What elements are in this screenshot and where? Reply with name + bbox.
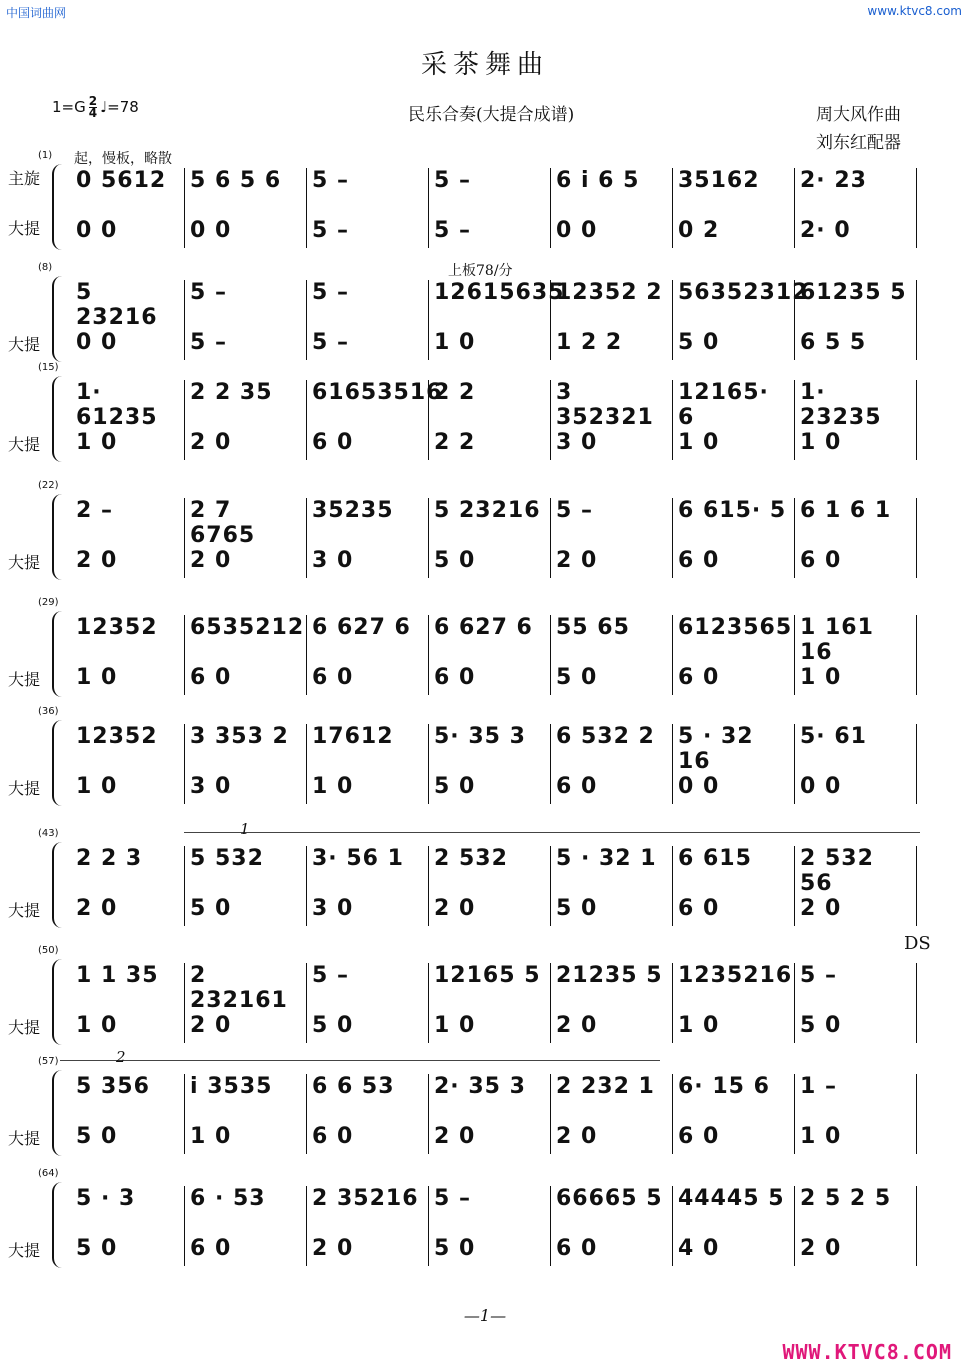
upper-measure: 12352 [76, 615, 158, 640]
upper-measure: i 3535 [190, 1074, 273, 1099]
upper-measure: 2 5 2 5 [800, 1186, 892, 1211]
barline [306, 615, 307, 695]
barline [428, 724, 429, 804]
barline [672, 1074, 673, 1154]
barline [916, 963, 917, 1043]
barline [916, 1186, 917, 1266]
system-brace [52, 611, 64, 697]
time-signature [89, 96, 97, 119]
system-brace [52, 164, 64, 250]
upper-measure: 2 2 [434, 380, 476, 405]
score-system [0, 262, 970, 372]
score-title: 采茶舞曲 [420, 50, 549, 80]
score-subtitle: 民乐合奏(大提合成谱) [408, 105, 575, 125]
lower-measure: 6 0 [556, 774, 598, 799]
lower-measure: 1 0 [76, 774, 118, 799]
lower-measure: 2 0 [556, 548, 598, 573]
barline [672, 963, 673, 1043]
barline [550, 498, 551, 578]
upper-measure: 6 615 [678, 846, 752, 871]
lower-measure: 2 2 [434, 430, 476, 455]
barline [306, 168, 307, 248]
upper-measure: 6 1 6 1 [800, 498, 892, 523]
key-label: 1=G [52, 98, 86, 116]
barline [550, 1074, 551, 1154]
barline [306, 846, 307, 926]
upper-measure: 2 35216 [312, 1186, 419, 1211]
lower-part-label: 大提 [8, 779, 41, 798]
lower-part-label: 大提 [8, 435, 41, 454]
lower-measure: 1 0 [800, 430, 842, 455]
barline [794, 1074, 795, 1154]
tempo-annotation: 上板78/分 [448, 263, 513, 279]
watermark-right[interactable]: www.ktvc8.com [867, 4, 962, 18]
barline [550, 1186, 551, 1266]
barline [306, 280, 307, 360]
barline [916, 498, 917, 578]
lower-measure: 4 0 [678, 1236, 720, 1261]
volta-number: 1 [240, 820, 250, 838]
upper-measure: 2 2 35 [190, 380, 273, 405]
score-system [0, 480, 970, 590]
score-system [0, 1048, 970, 1166]
lower-measure: 2 0 [556, 1013, 598, 1038]
lower-measure: 0 0 [190, 218, 232, 243]
barline [428, 963, 429, 1043]
lower-measure: 1 0 [76, 665, 118, 690]
lower-measure: 3 0 [190, 774, 232, 799]
upper-measure: 5 – [434, 1186, 471, 1211]
lower-measure: 0 0 [556, 218, 598, 243]
barline [550, 724, 551, 804]
barline [428, 1186, 429, 1266]
upper-part-label: 主旋 [8, 169, 41, 188]
barline [794, 615, 795, 695]
barline [428, 846, 429, 926]
lower-part-label: 大提 [8, 219, 41, 238]
lower-measure: 5 – [312, 330, 349, 355]
barline [794, 724, 795, 804]
barline [184, 724, 185, 804]
lower-measure: 5 – [312, 218, 349, 243]
upper-measure: 5 – [312, 168, 349, 193]
barline [672, 846, 673, 926]
score-system [0, 820, 970, 938]
barline [184, 280, 185, 360]
barline [794, 846, 795, 926]
upper-measure: 12165 5 [434, 963, 541, 988]
volta-number: 2 [116, 1048, 126, 1066]
barline [672, 380, 673, 460]
lower-measure: 5 0 [556, 665, 598, 690]
lower-measure: 5 – [434, 218, 471, 243]
lower-measure: 2 0 [190, 430, 232, 455]
system-brace [52, 276, 64, 362]
lower-measure: 6 0 [678, 896, 720, 921]
upper-measure: 6123565 [678, 615, 793, 640]
lower-measure: 1 0 [76, 1013, 118, 1038]
upper-measure: 12352 2 [556, 280, 663, 305]
barline [916, 724, 917, 804]
measure-number: (64) [38, 1168, 59, 1179]
barline [916, 1074, 917, 1154]
barline [672, 615, 673, 695]
upper-measure: 5 · 3 [76, 1186, 136, 1211]
upper-measure: 6 627 6 [434, 615, 533, 640]
time-top: 2 [88, 94, 98, 108]
barline [672, 168, 673, 248]
lower-measure: 6 0 [678, 1124, 720, 1149]
lower-measure: 2 0 [434, 896, 476, 921]
upper-measure: 5· 61 [800, 724, 867, 749]
upper-measure: 1 1 35 [76, 963, 159, 988]
score-system [0, 597, 970, 707]
score-system [0, 933, 970, 1055]
lower-measure: 5 0 [312, 1013, 354, 1038]
upper-measure: 6 · 53 [190, 1186, 266, 1211]
upper-measure: 2 232161 [190, 963, 288, 1013]
barline [550, 615, 551, 695]
lower-measure: 2 0 [76, 896, 118, 921]
upper-measure: 3 353 2 [190, 724, 289, 749]
barline [184, 498, 185, 578]
lower-measure: 1 0 [434, 330, 476, 355]
barline [428, 615, 429, 695]
upper-measure: 6 i 6 5 [556, 168, 640, 193]
upper-measure: 55 65 [556, 615, 630, 640]
upper-measure: 6535212 [190, 615, 305, 640]
system-brace [52, 494, 64, 580]
barline [306, 724, 307, 804]
barline [184, 846, 185, 926]
barline [184, 1074, 185, 1154]
upper-measure: 5 532 [190, 846, 264, 871]
upper-measure: 6 615· 5 [678, 498, 787, 523]
upper-measure: 2· 23 [800, 168, 867, 193]
score-system [0, 150, 970, 260]
barline [794, 498, 795, 578]
upper-measure: 12615635 [434, 280, 565, 305]
upper-measure: 5 23216 [76, 280, 158, 330]
lower-measure: 2 0 [190, 548, 232, 573]
measure-number: (36) [38, 706, 59, 717]
lower-measure: 3 0 [312, 896, 354, 921]
tempo-annotation: 起，慢板，略散 [74, 151, 172, 167]
dal-segno-mark: DS [904, 933, 931, 954]
upper-measure: 6 6 53 [312, 1074, 395, 1099]
upper-measure: 6 627 6 [312, 615, 411, 640]
lower-measure: 3 0 [312, 548, 354, 573]
lower-measure: 5 0 [190, 896, 232, 921]
lower-measure: 6 0 [190, 665, 232, 690]
system-brace [52, 959, 64, 1045]
upper-measure: 2 232 1 [556, 1074, 655, 1099]
lower-measure: 1 0 [76, 430, 118, 455]
lower-measure: 5 0 [434, 548, 476, 573]
upper-measure: 5 – [556, 498, 593, 523]
volta-bracket [184, 832, 920, 833]
measure-number: (1) [38, 150, 53, 161]
barline [428, 498, 429, 578]
upper-measure: 1 – [800, 1074, 837, 1099]
score-system [0, 362, 970, 472]
lower-measure: 6 0 [800, 548, 842, 573]
lower-measure: 2 0 [800, 1236, 842, 1261]
upper-measure: 6· 15 6 [678, 1074, 770, 1099]
lower-measure: 5 0 [76, 1124, 118, 1149]
upper-measure: 0 5612 [76, 168, 167, 193]
system-brace [52, 842, 64, 928]
barline [550, 168, 551, 248]
watermark-left: 中国词曲网 [6, 6, 67, 20]
lower-part-label: 大提 [8, 1129, 41, 1148]
lower-part-label: 大提 [8, 901, 41, 920]
upper-measure: 21235 5 [556, 963, 663, 988]
lower-part-label: 大提 [8, 670, 41, 689]
lower-measure: 6 0 [678, 665, 720, 690]
lower-measure: 3 0 [556, 430, 598, 455]
upper-measure: 5 · 32 1 [556, 846, 657, 871]
upper-measure: 35162 [678, 168, 760, 193]
lower-measure: 0 0 [76, 218, 118, 243]
lower-measure: 2· 0 [800, 218, 851, 243]
score-system [0, 706, 970, 816]
barline [916, 846, 917, 926]
barline [184, 1186, 185, 1266]
barline [916, 380, 917, 460]
upper-measure: 1· 23235 [800, 380, 882, 430]
time-bottom: 4 [88, 106, 98, 120]
barline [672, 498, 673, 578]
barline [184, 168, 185, 248]
barline [672, 280, 673, 360]
barline [306, 963, 307, 1043]
upper-measure: 5 · 32 16 [678, 724, 754, 774]
lower-measure: 5 0 [434, 774, 476, 799]
barline [672, 1186, 673, 1266]
lower-measure: 1 0 [434, 1013, 476, 1038]
footer-site-logo[interactable]: WWW.KTVC8.COM [782, 1340, 952, 1364]
upper-measure: 5 – [312, 963, 349, 988]
upper-measure: 5 23216 [434, 498, 541, 523]
upper-measure: 56352312 [678, 280, 809, 305]
key-signature [52, 96, 139, 119]
lower-measure: 0 2 [678, 218, 720, 243]
lower-measure: 6 0 [556, 1236, 598, 1261]
lower-measure: 5 – [190, 330, 227, 355]
lower-measure: 6 0 [312, 1124, 354, 1149]
upper-measure: 17612 [312, 724, 394, 749]
lower-measure: 2 0 [312, 1236, 354, 1261]
upper-measure: 3 352321 [556, 380, 654, 430]
lower-measure: 1 0 [800, 1124, 842, 1149]
upper-measure: 2 2 3 [76, 846, 143, 871]
upper-measure: 2· 35 3 [434, 1074, 526, 1099]
lower-part-label: 大提 [8, 335, 41, 354]
upper-measure: 1 161 16 [800, 615, 874, 665]
barline [184, 380, 185, 460]
volta-bracket [60, 1060, 660, 1061]
barline [794, 963, 795, 1043]
lower-measure: 2 0 [800, 896, 842, 921]
barline [916, 168, 917, 248]
lower-part-label: 大提 [8, 1241, 41, 1260]
lower-measure: 6 0 [312, 430, 354, 455]
composer-credit: 周大风作曲 [816, 105, 901, 125]
lower-measure: 5 0 [556, 896, 598, 921]
upper-measure: 5 6 5 6 [190, 168, 282, 193]
upper-measure: 61235 5 [800, 280, 907, 305]
upper-measure: 2 532 [434, 846, 508, 871]
lower-measure: 6 0 [190, 1236, 232, 1261]
lower-measure: 2 0 [190, 1013, 232, 1038]
lower-measure: 2 0 [76, 548, 118, 573]
barline [306, 1186, 307, 1266]
measure-number: (15) [38, 362, 59, 373]
barline [306, 498, 307, 578]
upper-measure: 5 – [800, 963, 837, 988]
barline [184, 615, 185, 695]
lower-measure: 6 0 [678, 548, 720, 573]
upper-measure: 61653516 [312, 380, 443, 405]
upper-measure: 5 – [434, 168, 471, 193]
lower-measure: 2 0 [434, 1124, 476, 1149]
lower-measure: 1 0 [190, 1124, 232, 1149]
measure-number: (29) [38, 597, 59, 608]
lower-measure: 6 0 [312, 665, 354, 690]
upper-measure: 12165· 6 [678, 380, 769, 430]
barline [550, 380, 551, 460]
upper-measure: 3· 56 1 [312, 846, 404, 871]
lower-measure: 1 0 [800, 665, 842, 690]
lower-measure: 0 0 [800, 774, 842, 799]
upper-measure: 6 532 2 [556, 724, 655, 749]
upper-measure: 2 532 56 [800, 846, 874, 896]
barline [306, 1074, 307, 1154]
lower-measure: 1 0 [678, 430, 720, 455]
lower-measure: 2 0 [556, 1124, 598, 1149]
lower-measure: 5 0 [800, 1013, 842, 1038]
lower-measure: 6 5 5 [800, 330, 867, 355]
upper-measure: 2 7 6765 [190, 498, 256, 548]
lower-measure: 6 0 [434, 665, 476, 690]
measure-number: (43) [38, 828, 59, 839]
upper-measure: 66665 5 [556, 1186, 663, 1211]
barline [916, 280, 917, 360]
lower-measure: 1 2 2 [556, 330, 623, 355]
lower-measure: 5 0 [76, 1236, 118, 1261]
barline [794, 1186, 795, 1266]
lower-measure: 1 0 [312, 774, 354, 799]
upper-measure: 35235 [312, 498, 394, 523]
system-brace [52, 1182, 64, 1268]
lower-measure: 5 0 [678, 330, 720, 355]
barline [428, 1074, 429, 1154]
barline [550, 846, 551, 926]
barline [428, 168, 429, 248]
lower-measure: 5 0 [434, 1236, 476, 1261]
system-brace [52, 1070, 64, 1156]
upper-measure: 1· 61235 [76, 380, 158, 430]
barline [916, 615, 917, 695]
lower-part-label: 大提 [8, 1018, 41, 1037]
measure-number: (57) [38, 1056, 59, 1067]
lower-measure: 0 0 [678, 774, 720, 799]
tempo-mark: ♩=78 [100, 98, 139, 116]
upper-measure: 44445 5 [678, 1186, 785, 1211]
score-system [0, 1168, 970, 1278]
barline [184, 963, 185, 1043]
measure-number: (22) [38, 480, 59, 491]
arranger-credit: 刘东红配器 [816, 133, 901, 153]
lower-measure: 0 0 [76, 330, 118, 355]
upper-measure: 5· 35 3 [434, 724, 526, 749]
barline [550, 963, 551, 1043]
upper-measure: 5 356 [76, 1074, 150, 1099]
upper-measure: 5 – [312, 280, 349, 305]
barline [794, 380, 795, 460]
measure-number: (8) [38, 262, 53, 273]
upper-measure: 5 – [190, 280, 227, 305]
barline [794, 168, 795, 248]
upper-measure: 12352 [76, 724, 158, 749]
measure-number: (50) [38, 945, 59, 956]
page-number: —1— [463, 1306, 507, 1325]
lower-part-label: 大提 [8, 553, 41, 572]
barline [306, 380, 307, 460]
system-brace [52, 376, 64, 462]
barline [672, 724, 673, 804]
system-brace [52, 720, 64, 806]
barline [428, 280, 429, 360]
upper-measure: 1235216 [678, 963, 793, 988]
lower-measure: 1 0 [678, 1013, 720, 1038]
upper-measure: 2 – [76, 498, 113, 523]
